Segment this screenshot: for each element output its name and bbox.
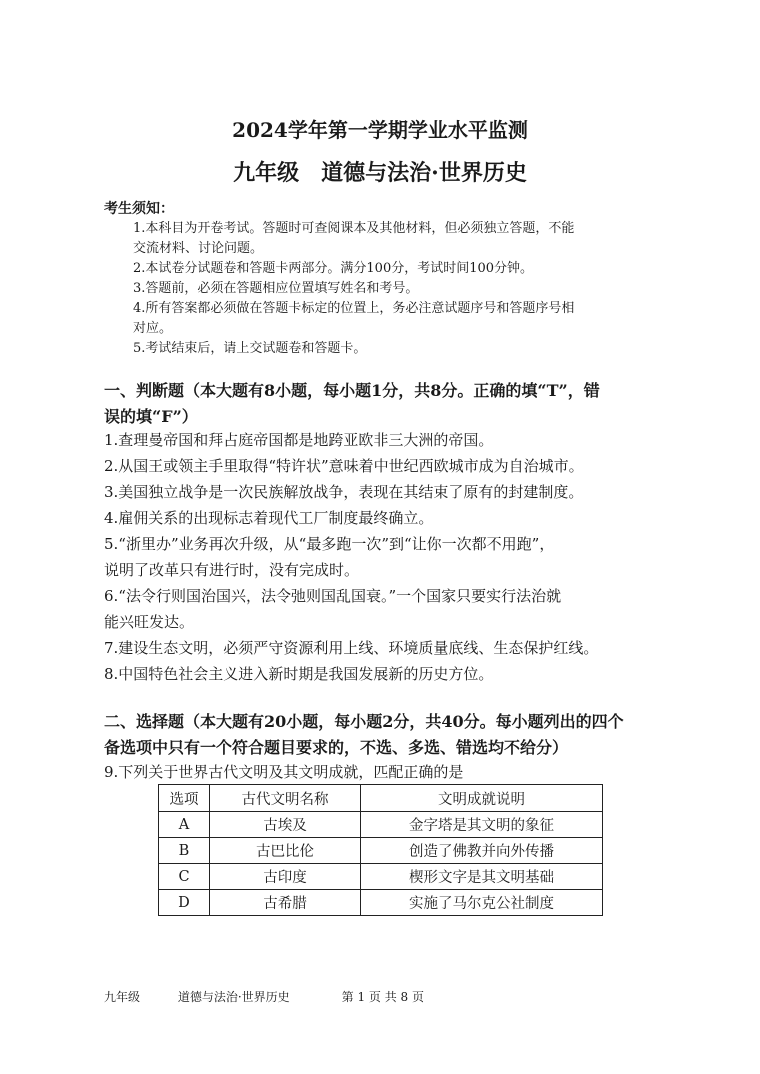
table-row	[159, 864, 603, 890]
table-header-cell: 古代文明名称	[210, 785, 361, 812]
exam-title: 2024学年第一学期学业水平监测	[232, 118, 528, 142]
footer-subject: 道德与法治·世界历史	[177, 990, 290, 1004]
table-cell: 创造了佛教并向外传播	[361, 838, 603, 864]
table-cell: D	[159, 890, 210, 916]
table-row	[159, 890, 603, 916]
footer-grade: 九年级	[104, 990, 141, 1004]
judgment-item: 4.雇佣关系的出现标志着现代工厂制度最终确立。	[104, 509, 434, 527]
section1-heading	[104, 378, 660, 430]
table-cell: B	[159, 838, 210, 864]
notice-line: 对应。	[133, 321, 173, 336]
section2-heading-line: 备选项中只有一个符合题目要求的，不选、多选、错选均不给分）	[104, 738, 569, 757]
section2-heading-line: 二、选择题（本大题有20小题，每小题2分，共40分。每小题列出的四个	[104, 712, 624, 731]
table-cell: 金字塔是其文明的象征	[361, 812, 603, 838]
notice-line: 4.所有答案都必须做在答题卡标定的位置上，务必注意试题序号和答题序号相	[133, 301, 575, 316]
judgment-item: 说明了改革只有进行时，没有完成时。	[104, 561, 360, 579]
notice-line: 交流材料、讨论问题。	[133, 241, 264, 256]
judgment-items	[104, 427, 660, 687]
notice-line: 1.本科目为开卷考试。答题时可查阅课本及其他材料，但必须独立答题，不能	[133, 221, 575, 236]
footer-page-info: 第 1 页 共 8 页	[341, 990, 424, 1004]
judgment-item: 6.“法令行则国治国兴，法令弛则国乱国衰。”一个国家只要实行法治就	[104, 587, 562, 605]
judgment-item: 3.美国独立战争是一次民族解放战争，表现在其结束了原有的封建制度。	[104, 483, 584, 501]
judgment-item: 8.中国特色社会主义进入新时期是我国发展新的历史方位。	[104, 665, 494, 683]
table-cell: A	[159, 812, 210, 838]
table-cell: 古印度	[210, 864, 361, 890]
judgment-item: 能兴旺发达。	[104, 613, 195, 631]
table-row	[159, 838, 603, 864]
question-9-stem: 9.下列关于世界古代文明及其文明成就，匹配正确的是	[104, 763, 464, 781]
notice-line: 2.本试卷分试题卷和答题卡两部分。满分100分，考试时间100分钟。	[133, 261, 534, 276]
table-header-row	[159, 785, 603, 812]
judgment-item: 7.建设生态文明，必须严守资源利用上线、环境质量底线、生态保护红线。	[104, 639, 599, 657]
notice-heading: 考生须知：	[104, 201, 174, 217]
page-footer	[104, 988, 424, 1005]
section1-heading-line: 误的填“F”）	[104, 407, 198, 426]
section1-heading-line: 一、判断题（本大题有8小题，每小题1分，共8分。正确的填“T”，错	[104, 381, 600, 400]
notice-line: 3.答题前，必须在答题相应位置填写姓名和考号。	[133, 281, 419, 296]
notice-list	[133, 219, 663, 359]
section2-heading	[104, 709, 660, 761]
table-header-cell: 文明成就说明	[361, 785, 603, 812]
table-cell: 古巴比伦	[210, 838, 361, 864]
question-9-table	[158, 784, 603, 916]
table-cell: 实施了马尔克公社制度	[361, 890, 603, 916]
table-cell: C	[159, 864, 210, 890]
table-cell: 古希腊	[210, 890, 361, 916]
notice-line: 5.考试结束后，请上交试题卷和答题卡。	[133, 341, 367, 356]
judgment-item: 2.从国王或领主手里取得“特许状”意味着中世纪西欧城市成为自治城市。	[104, 457, 584, 475]
table-header-cell: 选项	[159, 785, 210, 812]
judgment-item: 5.“浙里办”业务再次升级，从“最多跑一次”到“让你一次都不用跑”，	[104, 535, 555, 553]
table-cell: 楔形文字是其文明基础	[361, 864, 603, 890]
table-row	[159, 812, 603, 838]
exam-subtitle: 九年级 道德与法治·世界历史	[233, 160, 527, 186]
judgment-item: 1.查理曼帝国和拜占庭帝国都是地跨亚欧非三大洲的帝国。	[104, 431, 494, 449]
table-cell: 古埃及	[210, 812, 361, 838]
